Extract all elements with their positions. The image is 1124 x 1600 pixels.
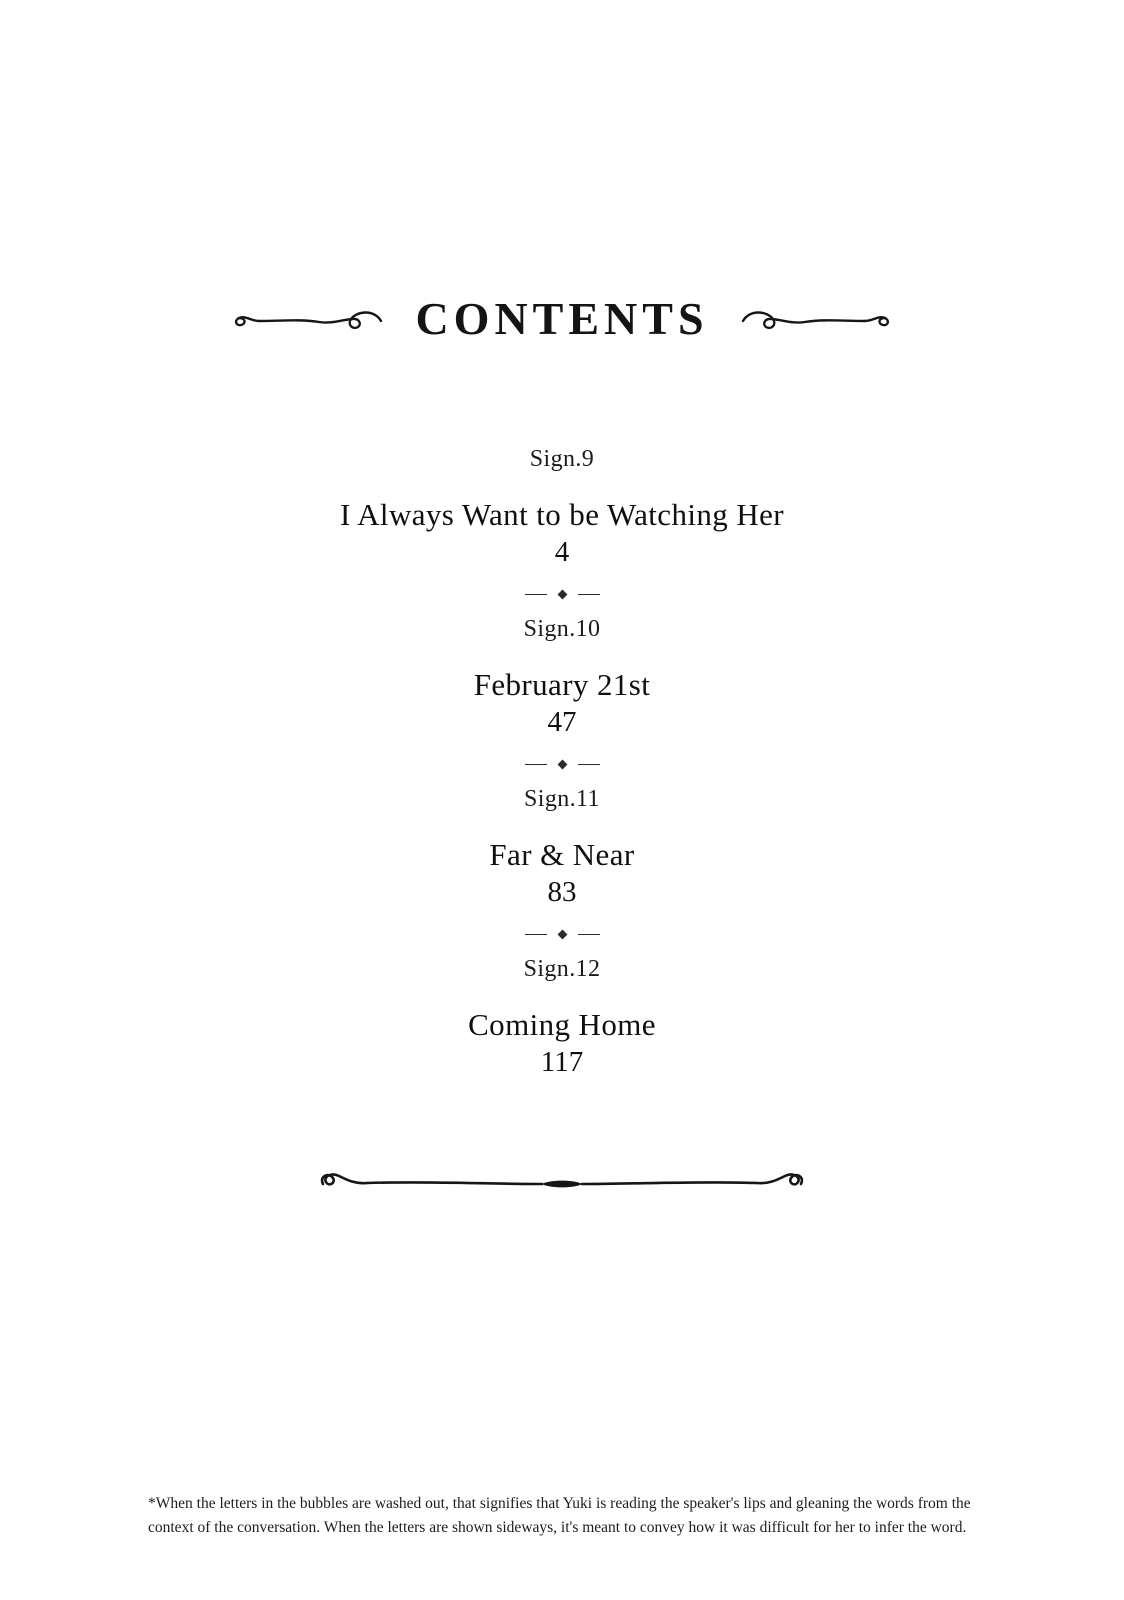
divider-diamond (557, 760, 567, 770)
contents-title-row (0, 293, 1124, 346)
entry-sign-label: Sign.11 (524, 786, 600, 812)
divider-bar-left (525, 594, 547, 596)
entry-title: Coming Home (468, 1007, 656, 1042)
entry-title: Far & Near (489, 837, 635, 872)
footnote-text: *When the letters in the bubbles are washed out, that signifies that Yuki is reading the speaker's lips and gleaning the words from the context of the conversation. When the letters are shown sideways, it's meant to convey how it was difficult for her to infer the word. (148, 1494, 971, 1536)
entry-page-number: 47 (547, 706, 577, 738)
entry-sign-label: Sign.12 (523, 956, 601, 982)
contents-entry-list (0, 432, 1124, 1079)
entry-sign-label: Sign.10 (523, 616, 601, 642)
entry-page-number: 83 (547, 876, 577, 908)
divider-bar-left (525, 934, 547, 936)
bottom-ornament (0, 1160, 1124, 1206)
entry-sign-label: Sign.9 (529, 446, 595, 472)
contents-entry[interactable] (0, 602, 1124, 739)
entry-title: I Always Want to be Watching Her (339, 497, 784, 532)
contents-entry[interactable] (0, 772, 1124, 909)
divider-bar-right (578, 594, 600, 596)
entry-title: February 21st (473, 667, 651, 702)
divider-diamond (557, 930, 567, 940)
divider-bar-left (525, 764, 547, 766)
contents-entry[interactable] (0, 432, 1124, 569)
left-flourish-icon (229, 301, 389, 341)
divider-bar-right (578, 934, 600, 936)
divider-bar-right (578, 764, 600, 766)
divider-diamond (557, 590, 567, 600)
entry-page-number: 4 (554, 536, 570, 568)
page-title: CONTENTS (415, 293, 709, 344)
diamond-divider-icon (0, 739, 1124, 772)
contents-entry[interactable] (0, 942, 1124, 1079)
diamond-divider-icon (0, 909, 1124, 942)
entry-page-number: 117 (540, 1046, 584, 1078)
right-flourish-icon (735, 301, 895, 341)
bottom-scroll-icon (317, 1160, 807, 1206)
diamond-divider-icon (0, 569, 1124, 602)
